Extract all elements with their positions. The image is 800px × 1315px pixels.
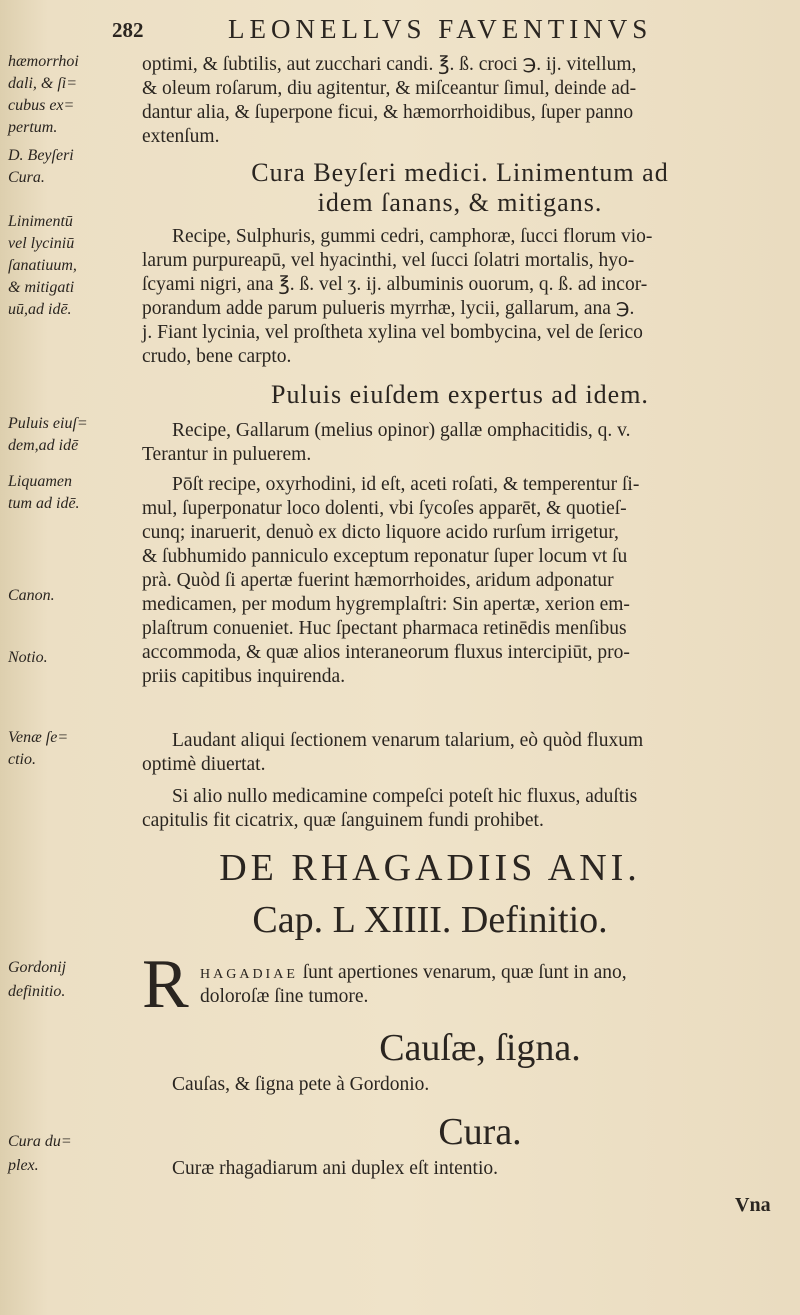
text-line: larum purpureарū, vel hyacinthi, vel ſucci ſolatri mortalis, hyo- [142, 250, 635, 271]
text-line: plaſtrum conueniet. Huc ſpectant pharmaca retinēdis menſibus [142, 618, 627, 639]
margin-note: dali, & ſi= [8, 75, 78, 92]
text-line: prà. Quòd ſi apertæ fuerint hæmorrhoides, aridum adponatur [142, 570, 614, 591]
section-heading: Cauſæ, ſigna. [379, 1027, 581, 1069]
margin-note: ctio. [8, 751, 36, 768]
text-line: priis capitibus inquirenda. [142, 666, 346, 687]
text-line: optimi, & ſubtilis, aut zucchari candi. ℥. ß. croci ℈. ij. vitellum, [142, 54, 637, 75]
text-line: j. Fiant lycinia, vel proſtheta xylina vel bombycina, vel de ſerico [142, 322, 643, 343]
margin-note: plex. [8, 1157, 39, 1174]
running-title: LEONELLVS FAVENTINVS [228, 14, 653, 44]
drop-cap: R [142, 946, 189, 1023]
margin-note: tum ad idē. [8, 495, 80, 512]
chapter-title: DE RHAGADIIS ANI. [219, 847, 641, 889]
text-line: mul, ſuperponatur loco dolenti, vbi ſycoſes apparēt, & quotieſ- [142, 498, 627, 519]
margin-note: pertum. [8, 119, 58, 136]
margin-note: Notio. [8, 649, 48, 666]
section-heading: Cura. [438, 1111, 522, 1153]
margin-note: dem,ad idē [8, 437, 79, 454]
margin-note: definitio. [8, 983, 66, 1000]
margin-note: D. Beyſeri [8, 147, 74, 164]
text-line: Terantur in puluerem. [142, 444, 312, 465]
small-caps-word: HAGADIAE [200, 967, 298, 982]
margin-note: Puluis eiuſ= [8, 415, 88, 432]
margin-note: Cura du= [8, 1133, 72, 1150]
text-line: capitulis fit cicatrix, quæ ſanguinem fundi prohibet. [142, 810, 544, 831]
margin-note: Cura. [8, 169, 45, 186]
text-line: Pōſt recipe, oxyrhodini, id eſt, aceti roſati, & temperentur ſi- [172, 474, 640, 495]
text-line: accommoda, & quæ alios interaneorum fluxus intercipiūt, pro- [142, 642, 630, 663]
margin-note: cubus ex= [8, 97, 75, 114]
text-line: cunq; inaruerit, denuò ex dicto liquore acido rurſum irrigetur, [142, 522, 619, 543]
section-heading: Cura Beyſeri medici. Linimentum ad [251, 158, 669, 187]
section-heading: idem ſanans, & mitigans. [317, 188, 603, 217]
text-line [200, 962, 627, 986]
margin-note: Liquamen [8, 473, 72, 490]
text-line: extenſum. [142, 126, 220, 147]
text-line: & ſubhumido panniculo exceptum reponatur ſuper locum vt ſu [142, 546, 628, 567]
margin-note: Gordonij [8, 959, 67, 976]
margin-note: & mitigati [8, 279, 75, 296]
page-header [0, 12, 800, 46]
text-line: Recipe, Gallarum (melius opinor) gallæ omphacitidis, q. v. [172, 420, 631, 441]
text-line: medicamen, per modum hygremplaſtri: Sin apertæ, xerion em- [142, 594, 630, 615]
text-line: Recipe, Sulphuris, gummi cedri, camphoræ, ſucci florum vio- [172, 226, 653, 247]
margin-note: uū,ad idē. [8, 301, 72, 318]
chapter-subtitle: Cap. L XIIII. Definitio. [252, 899, 608, 941]
text-line: porandum adde parum pulueris myrrhæ, lycii, gallarum, ana ℈. [142, 298, 635, 319]
margin-note: vel lyciniū [8, 235, 75, 252]
text-line: & oleum roſarum, diu agitentur, & miſceantur ſimul, deinde ad- [142, 78, 637, 99]
text-span: ſunt apertiones venarum, quæ ſunt in ano, [297, 962, 627, 983]
margin-note: Linimentū [8, 213, 73, 230]
text-line: Cauſas, & ſigna pete à Gordonio. [172, 1074, 430, 1095]
text-line: doloroſæ ſine tumore. [200, 986, 369, 1007]
text-line: crudo, bene carpto. [142, 346, 292, 367]
page-number: 282 [112, 18, 144, 42]
margin-note: hæmorrhoi [8, 53, 79, 70]
text-line: Si alio nullo medicamine compeſci poteſt hic fluxus, aduſtis [172, 786, 638, 807]
text-line: ſcyami nigri, ana ℥. ß. vel ʒ. ij. albuminis ouorum, q. ß. ad incor- [142, 274, 648, 295]
text-line: dantur alia, & ſuperpone ficui, & hæmorrhoidibus, ſuper panno [142, 102, 634, 123]
text-line: Curæ rhagadiarum ani duplex eſt intentio. [172, 1158, 499, 1179]
section-heading: Puluis eiuſdem expertus ad idem. [271, 380, 649, 409]
catchword: Vna [735, 1194, 771, 1216]
text-line: optimè diuertat. [142, 754, 266, 775]
margin-note: ſanatiuum, [8, 257, 77, 274]
margin-note: Canon. [8, 587, 55, 604]
text-line: Laudant aliqui ſectionem venarum talarium, eò quòd fluxum [172, 730, 644, 751]
margin-note: Venæ ſe= [8, 729, 69, 746]
